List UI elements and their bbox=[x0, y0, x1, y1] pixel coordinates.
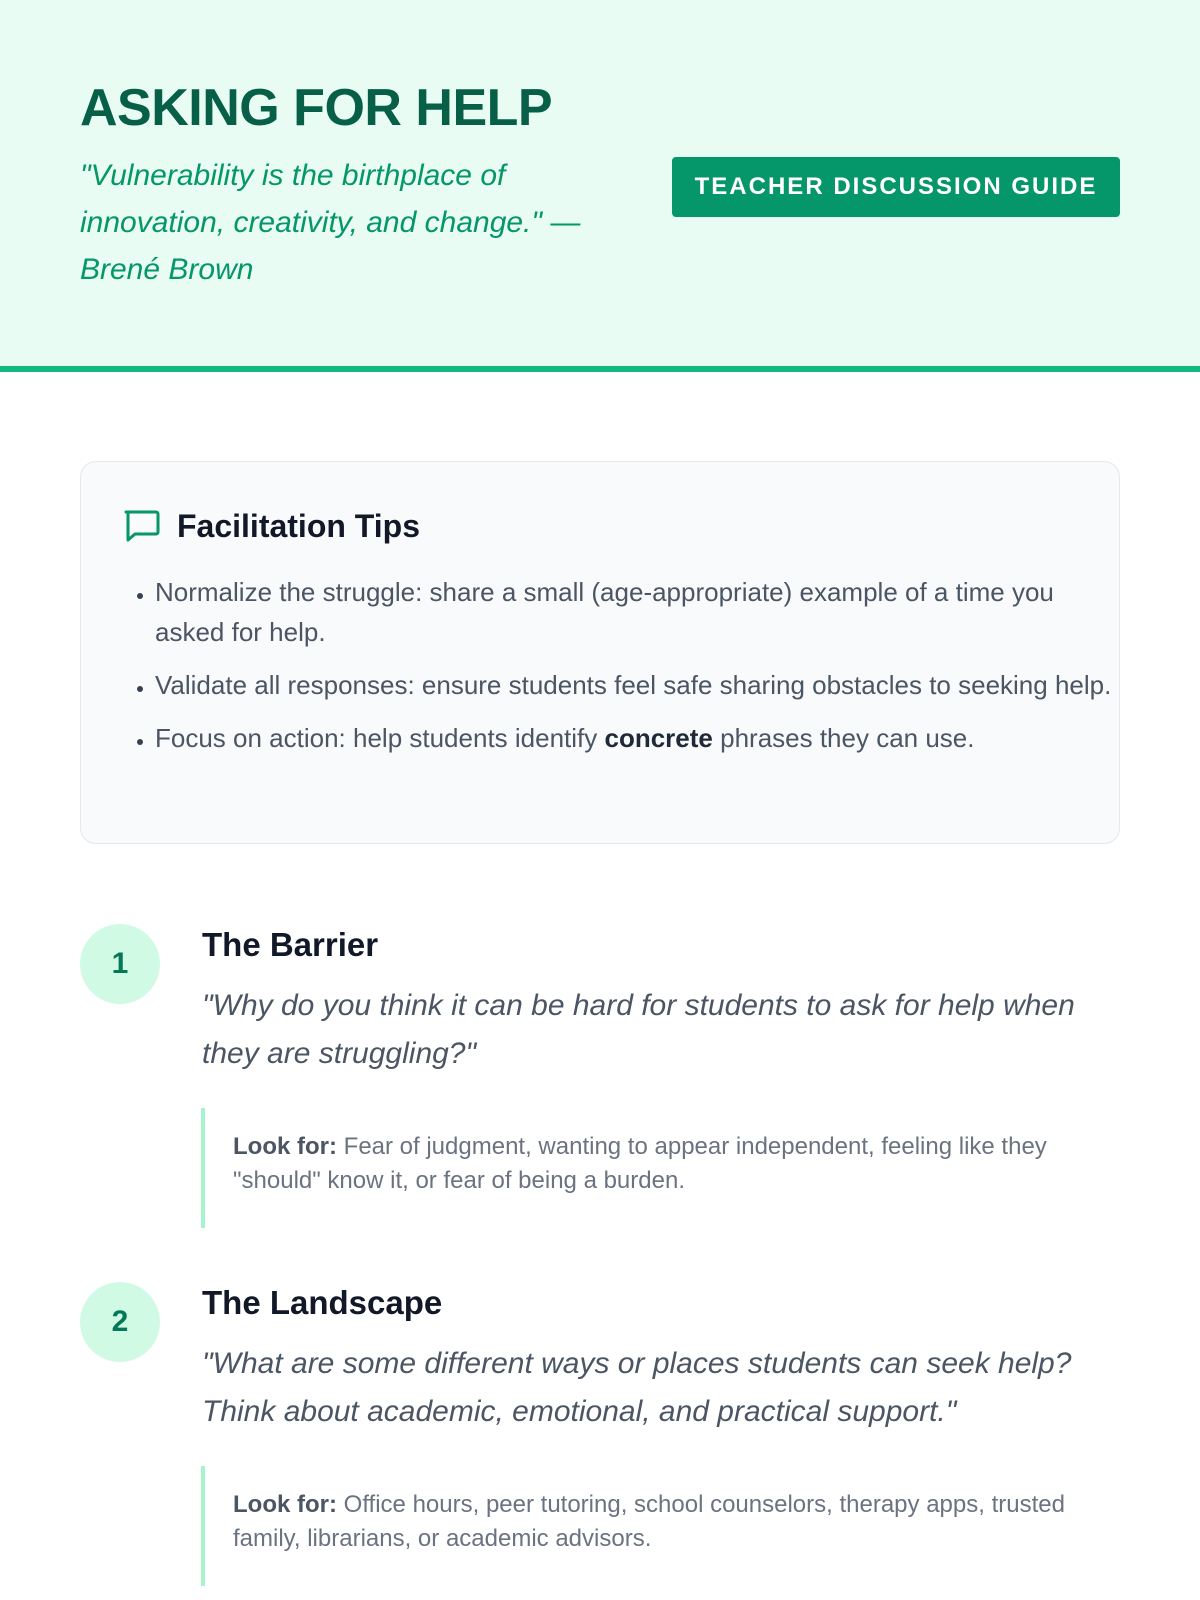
page-title: ASKING FOR HELP bbox=[80, 79, 553, 137]
look-for-text: Office hours, peer tutoring, school counselors, therapy apps, trusted family, librarians, or academic advisors. bbox=[233, 1491, 1065, 1552]
tips-header bbox=[121, 506, 420, 546]
tip-item: • Validate all responses: ensure students feel safe sharing obstacles to seeking help. bbox=[155, 665, 1115, 705]
tip-item: • Normalize the struggle: share a small (age-appropriate) example of a time you asked for help. bbox=[155, 572, 1115, 652]
tip-emphasis: concrete bbox=[604, 723, 713, 753]
look-for-note bbox=[201, 1466, 1091, 1586]
tip-item bbox=[155, 718, 1115, 758]
look-for-label: Look for: bbox=[233, 1491, 337, 1518]
facilitation-tips-card bbox=[80, 461, 1120, 844]
question-number-badge: 1 bbox=[80, 924, 160, 1004]
look-for-note bbox=[201, 1108, 1091, 1228]
chat-bubble-icon bbox=[121, 506, 161, 546]
look-for-label: Look for: bbox=[233, 1133, 337, 1160]
question-title: The Landscape bbox=[202, 1284, 443, 1321]
question-number-badge: 2 bbox=[80, 1282, 160, 1362]
page-header bbox=[0, 0, 1200, 372]
header-quote: "Vulnerability is the birthplace of innovation, creativity, and change." — Brené Brown bbox=[80, 159, 581, 286]
question-text: "Why do you think it can be hard for students to ask for help when they are struggling?" bbox=[202, 989, 1075, 1070]
tip-text: phrases they can use. bbox=[712, 723, 975, 753]
question-text: "What are some different ways or places students can seek help? Think about academic, emotional, and practical support." bbox=[202, 1347, 1072, 1428]
question-title: The Barrier bbox=[202, 926, 379, 963]
guide-badge: TEACHER DISCUSSION GUIDE bbox=[672, 157, 1120, 217]
tips-list bbox=[121, 572, 1115, 771]
tip-text: Focus on action: help students identify bbox=[155, 723, 605, 753]
tips-title: Facilitation Tips bbox=[177, 507, 420, 544]
look-for-text: Fear of judgment, wanting to appear independent, feeling like they "should" know it, or fear of being a burden. bbox=[233, 1133, 1047, 1194]
